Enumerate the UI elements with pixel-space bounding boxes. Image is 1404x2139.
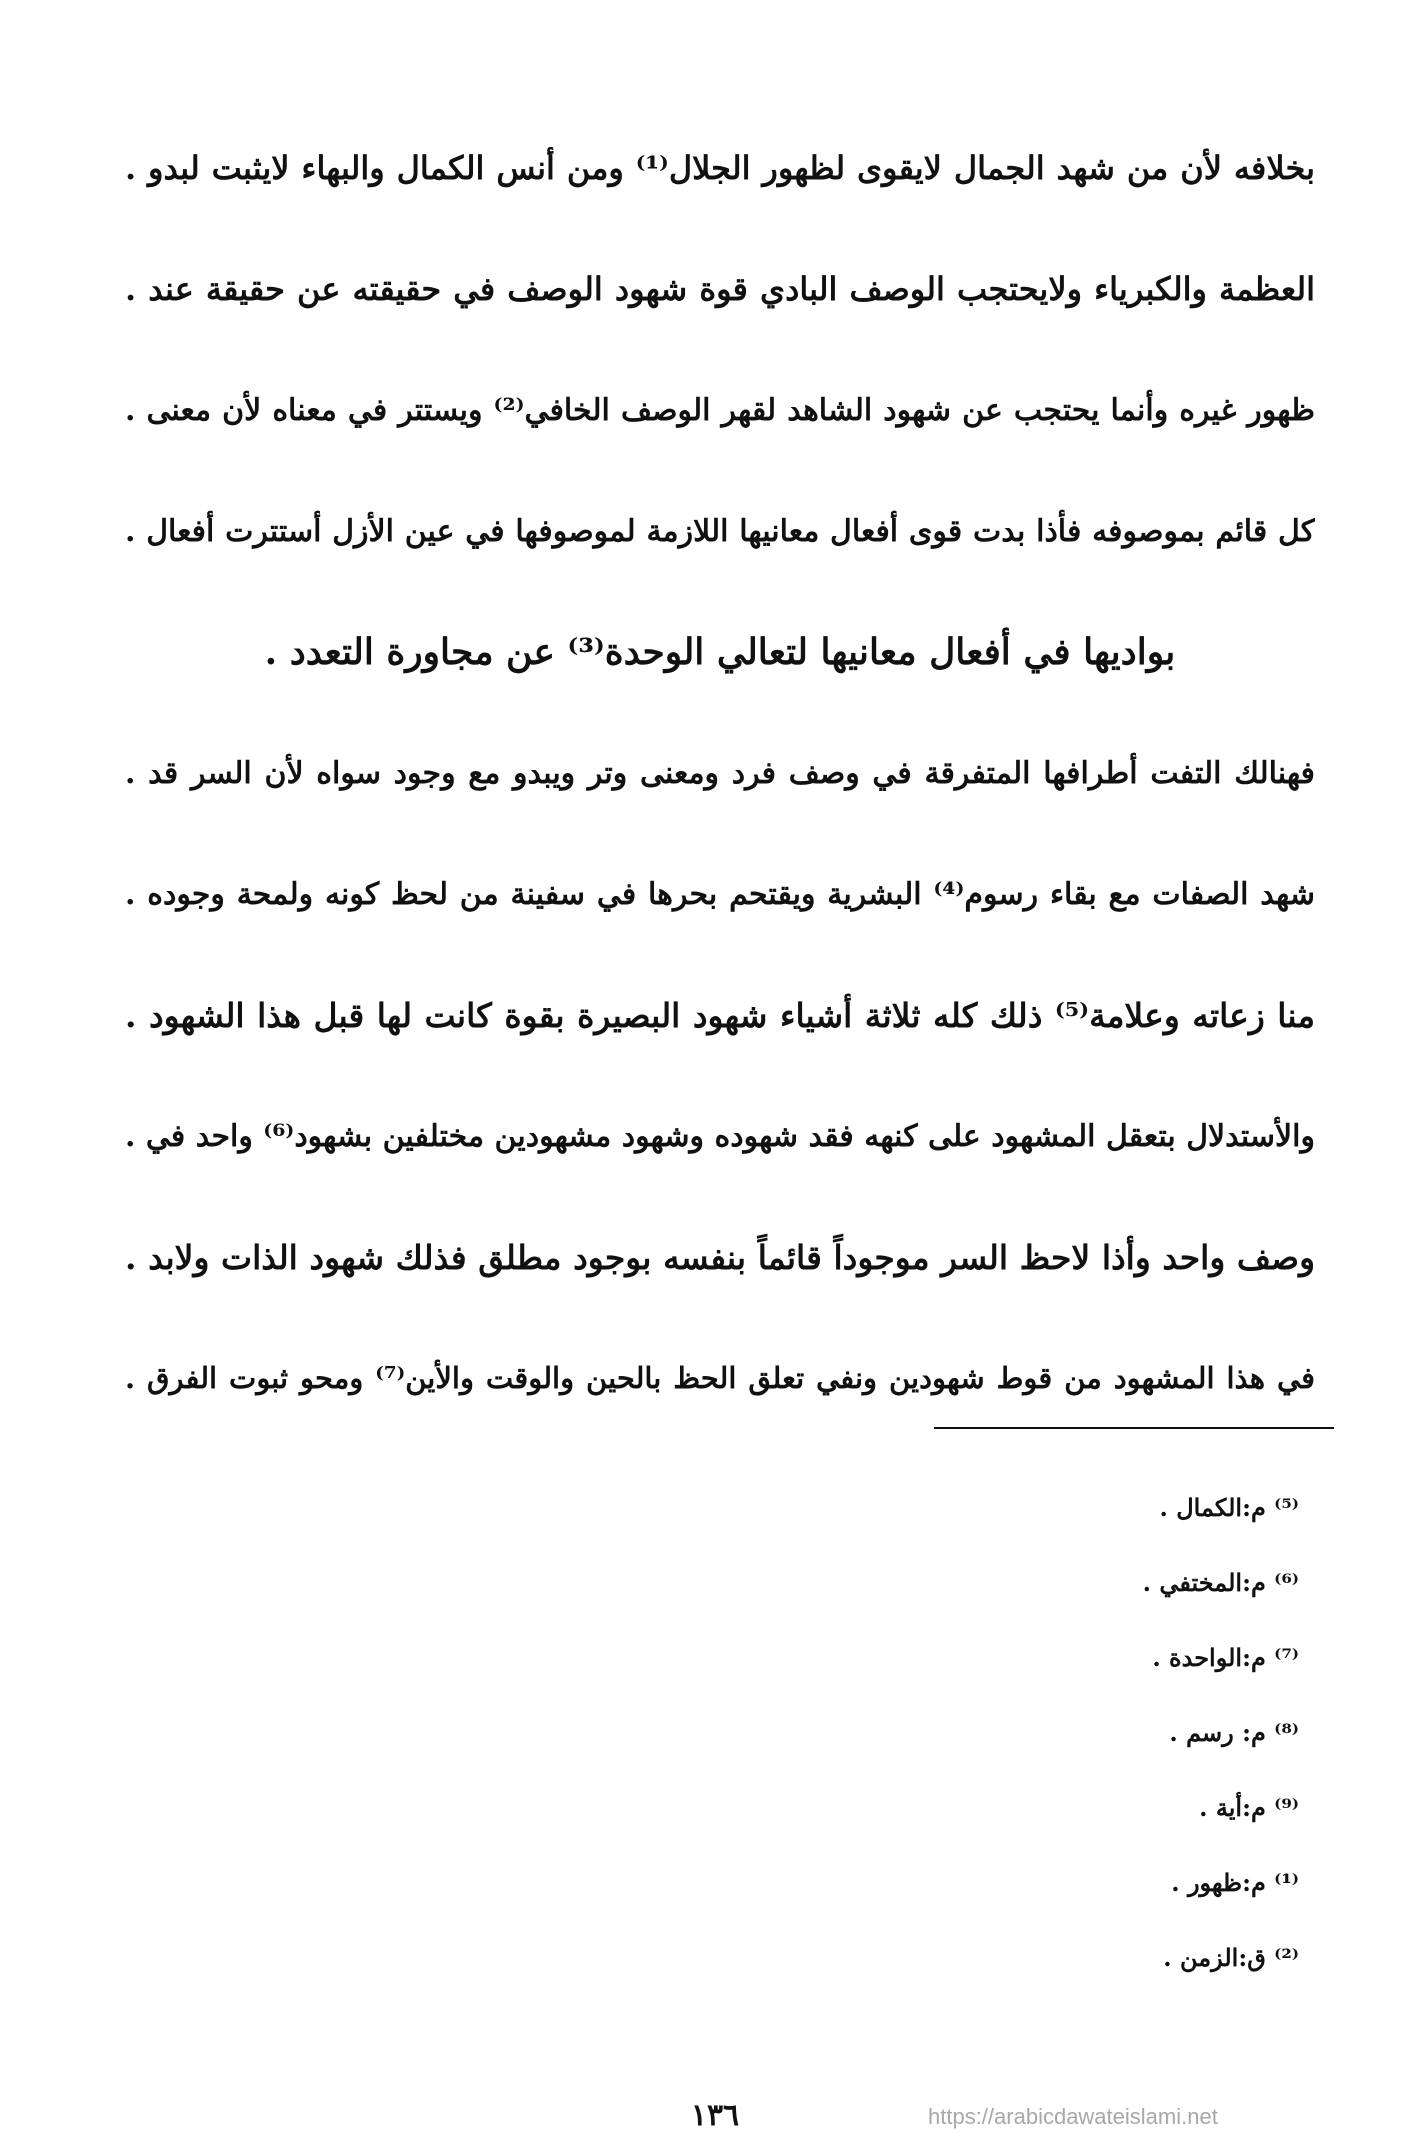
text-line: بواديها في أفعال معانيها لتعالي الوحدة⁽³⁾ عن مجاورة التعدد . [264,631,1176,673]
footnote: ⁽⁷⁾ م:الواحدة . [1152,1643,1299,1672]
text-line: وصف واحد وأذا لاحظ السر موجوداً قائماً بنفسه بوجود مطلق فذلك شهود الذات ولابد . [125,1238,1315,1277]
footnote: ⁽⁵⁾ م:الكمال . [1159,1493,1299,1522]
text-line: كل قائم بموصوفه فأذا بدت قوى أفعال معانيها اللازمة لموصوفها في عين الأزل أستترت أفعال . [125,514,1315,549]
main-text-block [125,108,1315,1439]
footnote: ⁽¹⁾ م:ظهور . [1171,1868,1299,1897]
text-line: في هذا المشهود من قوط شهودين ونفي تعلق الحظ بالحين والوقت والأين⁽⁷⁾ ومحو ثبوت الفرق . [125,1361,1315,1395]
footnote-divider [934,1427,1334,1429]
text-line: العظمة والكبرياء ولايحتجب الوصف البادي قوة شهود الوصف في حقيقته عن حقيقة عند . [125,270,1315,308]
text-line: والأستدلال بتعقل المشهود على كنهه فقد شهوده وشهود مشهودين مختلفين بشهود⁽⁶⁾ واحد في . [125,1119,1315,1154]
text-line: بخلافه لأن من شهد الجمال لايقوى لظهور الجلال⁽¹⁾ ومن أنس الكمال والبهاء لايثبت لبدو . [125,149,1315,187]
page-number: ١٣٦ [690,2098,740,2133]
footnote: ⁽⁶⁾ م:المختفي . [1142,1568,1299,1597]
text-line: منا زعاته وعلامة⁽⁵⁾ ذلك كله ثلاثة أشياء شهود البصيرة بقوة كانت لها قبل هذا الشهود . [125,996,1315,1035]
text-line: فهنالك التفت أطرافها المتفرقة في وصف فرد ومعنى وتر ويبدو مع وجود سواه لأن السر قد . [125,756,1315,791]
footnote: ⁽⁹⁾ م:أية . [1199,1793,1299,1822]
text-line: ظهور غيره وأنما يحتجب عن شهود الشاهد لقهر الوصف الخافي⁽²⁾ ويستتر في معناه لأن معنى . [125,393,1315,428]
footnote: ⁽⁸⁾ م: رسم . [1169,1718,1299,1747]
watermark-url: https://arabicdawateislami.net [928,2104,1218,2129]
text-line: شهد الصفات مع بقاء رسوم⁽⁴⁾ البشرية ويقتحم بحرها في سفينة من لحظ كونه ولمحة وجوده . [125,877,1315,912]
footnote: ⁽²⁾ ق:الزمن . [1163,1943,1299,1972]
footnotes-list [799,1470,1299,1995]
